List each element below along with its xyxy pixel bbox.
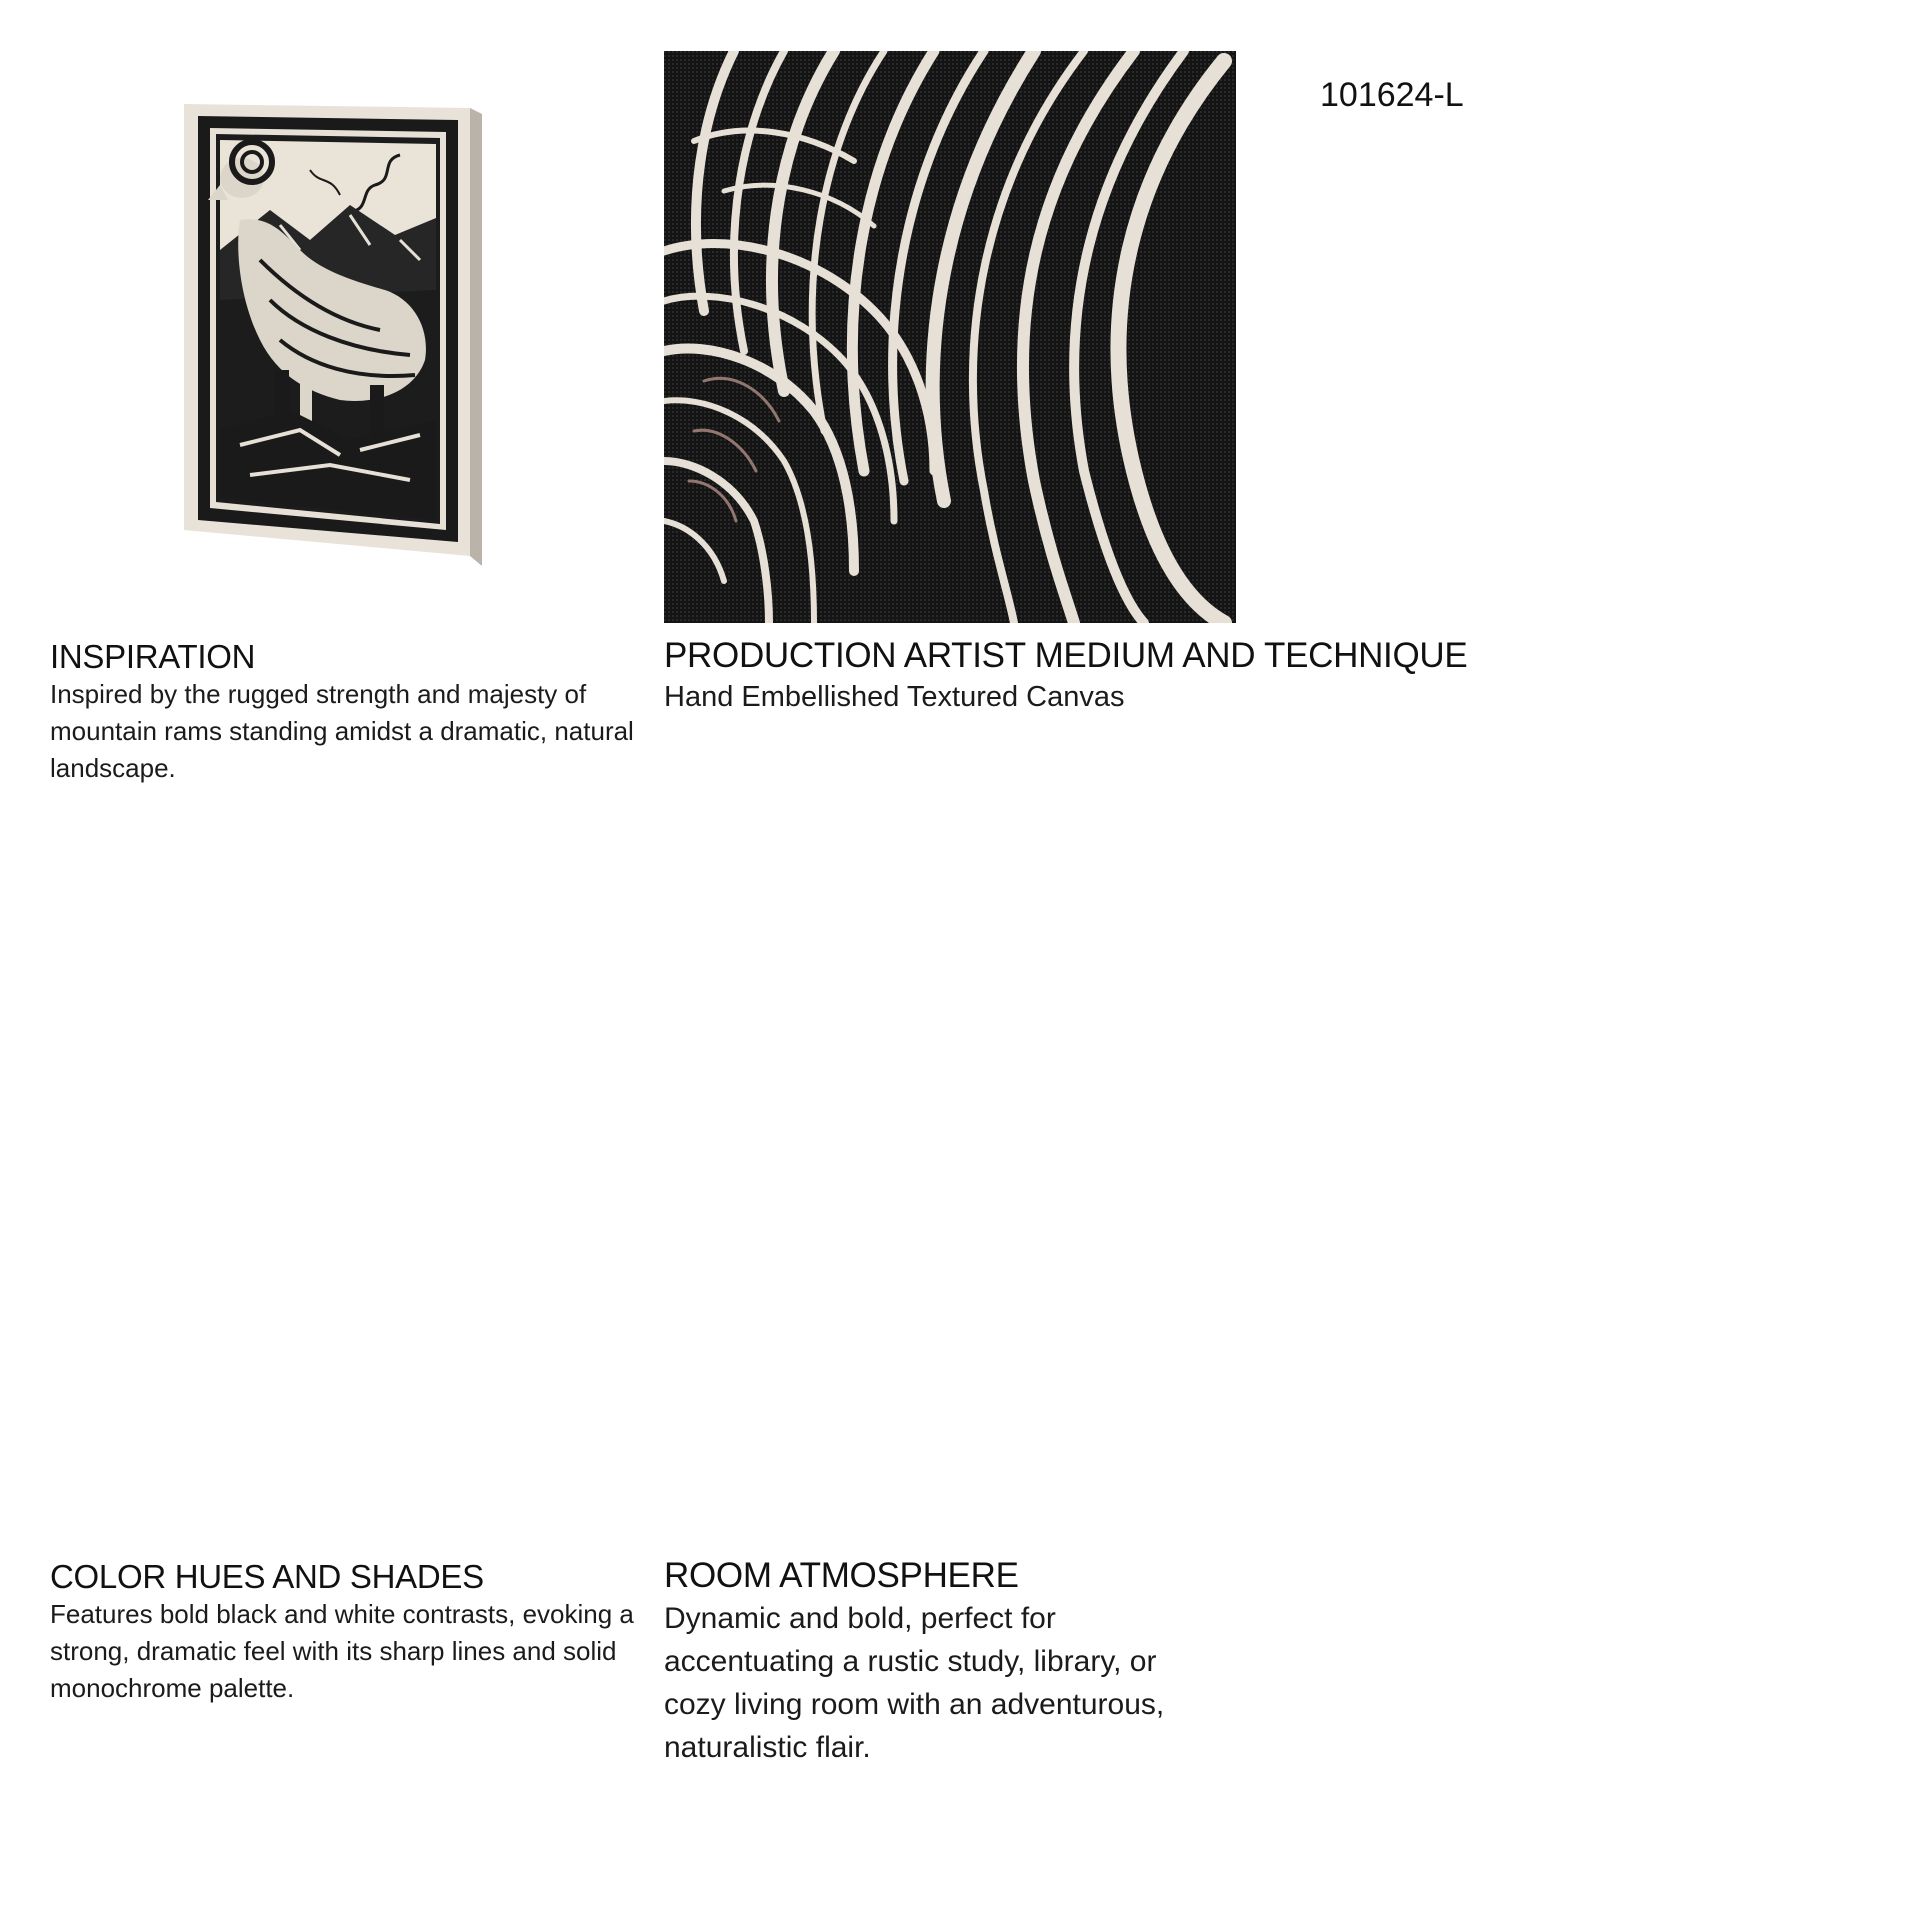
production-text: Hand Embellished Textured Canvas: [664, 681, 1125, 713]
room-heading: ROOM ATMOSPHERE: [664, 1556, 1019, 1595]
production-heading: PRODUCTION ARTIST MEDIUM AND TECHNIQUE: [664, 636, 1468, 675]
color-heading: COLOR HUES AND SHADES: [50, 1558, 484, 1595]
inspiration-heading: INSPIRATION: [50, 638, 256, 675]
inspiration-text: Inspired by the rugged strength and majesty of mountain rams standing amidst a dramatic, natural landscape.: [50, 679, 634, 783]
color-text: Features bold black and white contrasts, evoking a strong, dramatic feel with its sharp lines and solid monochrome palette.: [50, 1599, 634, 1703]
room-text: Dynamic and bold, perfect for accentuating a rustic study, library, or cozy living room with an adventurous, naturalistic flair.: [664, 1602, 1165, 1764]
canvas-texture-closeup: [664, 51, 1236, 623]
ram-artwork-thumbnail: [180, 100, 490, 570]
sku-number: 101624-L: [1320, 76, 1464, 114]
